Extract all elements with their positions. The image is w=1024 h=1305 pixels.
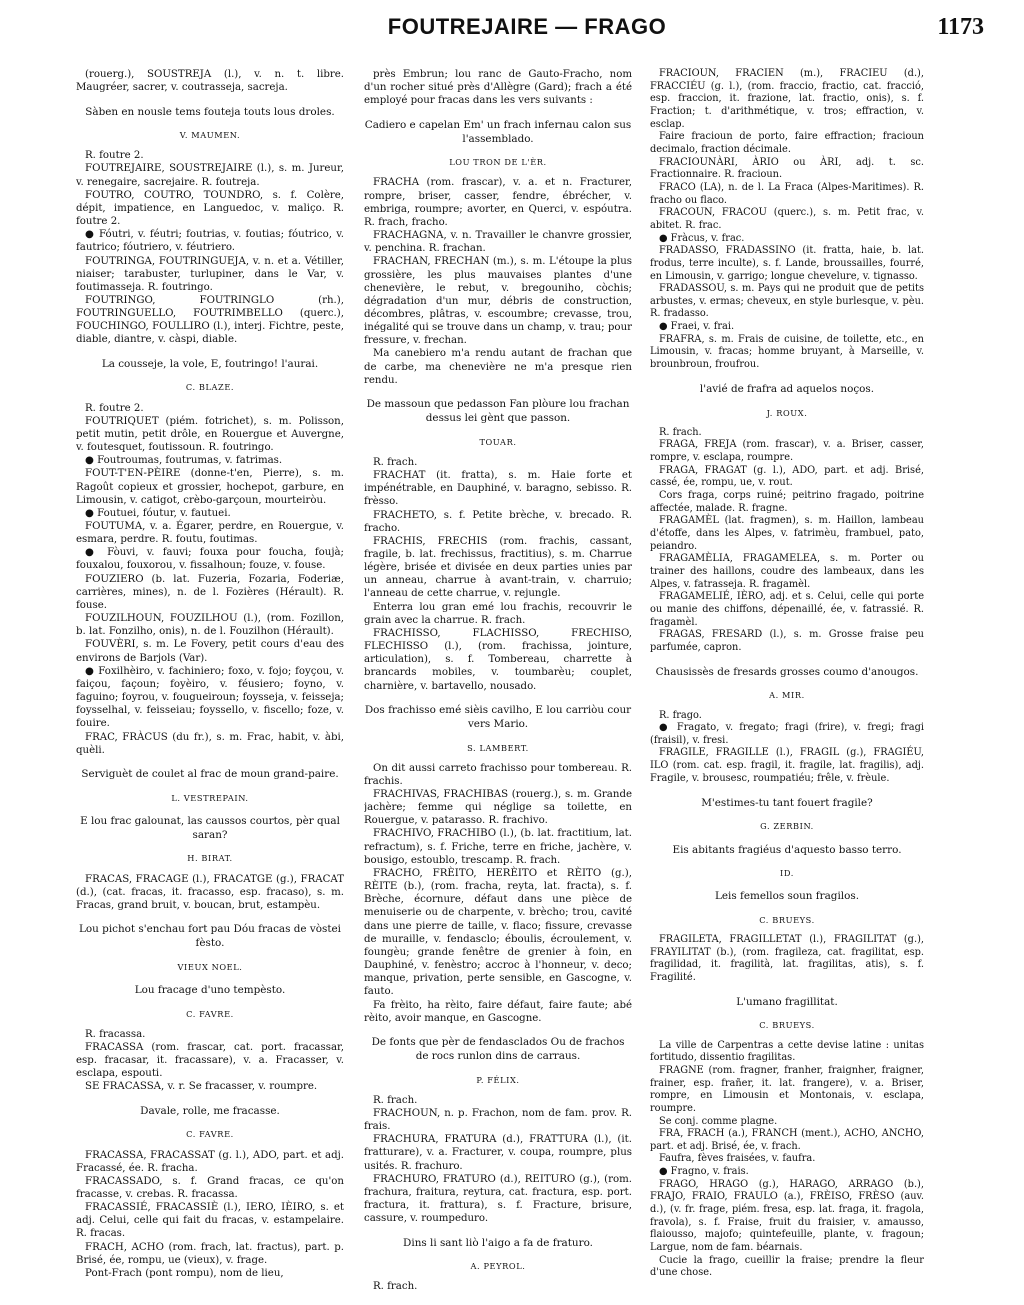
dictionary-entry: R. foutre 2. — [85, 402, 144, 414]
dictionary-entry: Fa frèito, ha rèito, faire défaut, faire faute; abé rèito, avoir manque, en Gascogne. — [364, 999, 632, 1024]
dictionary-entry: FOUTRINGA, FOUTRINGUEJA, v. n. et a. Vétiller, niaiser; tarabuster, turlupiner, dans le Var, v. foutimasseja. R. foutringo. — [76, 255, 344, 293]
dictionary-entry: ● Fóutri, v. féutri; foutrias, v. foutias; fóutrico, v. fautrico; fóutriero, v. féutriero. — [76, 229, 344, 254]
dictionary-entry: FRAGAMÈLIA, FRAGAMELEA, s. m. Porter ou trainer des haillons, coudre des lambeaux, dans les Alpes, v. fatrasseja. R. fragamèl. — [650, 553, 924, 590]
citation-quote: Sàben en nousle tems fouteja touts lous droles. — [85, 105, 335, 118]
citation-quote: Dos frachisso emé sièis cavilho, E lou carriòu cour vers Mario. — [364, 704, 632, 731]
dictionary-entry: FRACHAN, FRECHAN (m.), s. m. L'étoupe la plus grossière, les plus mauvaises plantes d'une chenevière, le rebut, v. bregouniho, còchis; dégradation d'un mur, débris de construction, décombres, plâtras, v. escoumbre; crevasse, trou, inégalité qui se trouve dans un champ, v. trau; pour fressure, v. frechan. — [364, 256, 632, 347]
dictionary-entry: FRAC, FRÀCUS (du fr.), s. m. Frac, habit, v. àbi, quèli. — [76, 731, 344, 756]
citation-quote: E lou frac galounat, las caussos courtos, pèr qual saran? — [80, 814, 340, 841]
dictionary-entry: FRAGA, FREJA (rom. frascar), v. a. Briser, casser, rompre, v. esclapa, roumpre. — [650, 439, 924, 464]
dictionary-entry: FRACHETO, s. f. Petite brèche, v. brecado. R. fracho. — [364, 509, 632, 534]
text-column-left — [76, 68, 344, 1293]
dictionary-entry: FRACHOUN, n. p. Frachon, nom de fam. prov. R. frais. — [364, 1107, 632, 1133]
dictionary-entry: ● Fragno, v. frais. — [659, 1166, 749, 1178]
dictionary-entry: ● Foutroumas, foutrumas, v. fatrimas. — [85, 455, 283, 467]
citation-author: V. MAUMEN. — [179, 130, 241, 141]
dictionary-entry: FRADASSOU, s. m. Pays qui ne produit que de petits arbustes, v. ermas; cheveux, en style burlesque, v. pèu. R. fradasso. — [650, 283, 924, 320]
dictionary-entry: FRAGAMELIÉ, IÈRO, adj. et s. Celui, celle qui porte ou manie des chiffons, dépenaillé, ée, v. fatrassié. R. fragamèl. — [650, 591, 924, 628]
dictionary-entry: FOUTRO, COUTRO, TOUNDRO, s. f. Colère, dépit, impatience, en Languedoc, v. maliço. R. foutre 2. — [76, 189, 344, 228]
text-column-middle — [364, 68, 632, 1293]
dictionary-entry: FRAFRA, s. m. Frais de cuisine, de toilette, etc., en Limousin, v. fracas; homme bruyant, à Marseille, v. brounbroun, froufrou. — [650, 333, 924, 371]
citation-quote: L'umano fragillitat. — [736, 995, 838, 1008]
dictionary-entry: (rouerg.), SOUSTREJA (l.), v. n. t. libre. Maugréer, sacrer, v. coutrasseja, sacreja. — [76, 69, 344, 94]
dictionary-entry: FOUT-T'EN-PÈIRE (donne-t'en, Pierre), s. m. Ragoût copieux et grossier, hochepot, garbure, en Limousin, v. catigot, crèbo-garçoun, mourteiròu. — [76, 468, 344, 506]
dictionary-entry: FRACASSA, FRACASSAT (g. l.), ADO, part. et adj. Fracassé, ée. R. fracha. — [76, 1149, 344, 1174]
dictionary-entry: FRAGILETA, FRAGILLETAT (l.), FRAGILITAT (g.), FRAYILITAT (b.), (rom. fragileza, cat. fragilitat, esp. fragilidad, it. fragilità, lat. fragilitas, atis), s. f. Fragilité. — [650, 933, 924, 983]
citation-quote: La cousseje, la vole, E, foutringo! l'aurai. — [101, 358, 319, 371]
citation-author: C. BRUEYS. — [759, 1020, 815, 1031]
dictionary-entry: FOUTUMA, v. a. Égarer, perdre, en Rouergue, v. esmara, perdre. R. foutu, foutimas. — [76, 521, 344, 546]
dictionary-entry: FRACHAGNA, v. n. Travailler le chanvre grossier, v. penchina. R. frachan. — [364, 230, 632, 255]
citation-author: TOUAR. — [479, 436, 517, 447]
citation-author: A. MIR. — [769, 690, 805, 701]
citation-author: C. FAVRE. — [186, 1129, 234, 1140]
dictionary-entry: R. frach. — [373, 1094, 418, 1106]
dictionary-entry: FRAGAMÈL (lat. fragmen), s. m. Haillon, lambeau d'étoffe, dans les Alpes, v. fatrimèu, frambuel, pato, peiandro. — [650, 515, 924, 552]
dictionary-entry: FRACHIVO, FRACHIBO (l.), (b. lat. fractitium, lat. refractum), s. f. Friche, terre en friche, jachère, v. bousigo, estoublo, trescamp. R. frach. — [364, 828, 632, 866]
citation-author: S. LAMBERT. — [467, 742, 529, 753]
dictionary-entry: FRACASSIÉ, FRACASSIÈ (l.), IERO, IÈIRO, s. et adj. Celui, celle qui fait du fracas, v. estampelaire. R. fracas. — [76, 1202, 344, 1240]
citation-author: ID. — [780, 868, 794, 878]
citation-author: L. VESTREPAIN. — [171, 792, 249, 803]
dictionary-entry: FRAGO, HRAGO (g.), HARAGO, ARRAGO (b.), FRAJO, FRAIO, FRAULO (a.), FRÈISO, FRÈSO (auv. d.), (v. fr. frage, piém. fresa, esp. lat. fraga, it. fragola, fravola), s. f. Fraise, fruit du fraisier, v. amausso, flaiousso, majofo; quintefeuille, plante, v. fragoun; Largue, nom de fam. béarnais. — [650, 1178, 924, 1254]
dictionary-entry: FOUZILHOUN, FOUZILHOU (l.), (rom. Fozillon, b. lat. Fonzilho, onis), n. de l. Fouzilhon (Hérault). — [76, 613, 344, 638]
dictionary-entry: FOUTRINGO, FOUTRINGLO (rh.), FOUTRINGUELLO, FOUTRIMBELLO (querc.), FOUCHINGO, FOULLIRO (l.), interj. Fichtre, peste, diable, diantre, v. càspi, diable. — [76, 295, 344, 346]
citation-author: LOU TRON DE L'ÈR. — [449, 157, 547, 168]
dictionary-entry: Faufra, fèves fraisées, v. faufra. — [659, 1153, 816, 1165]
running-title: FOUTREJAIRE — FRAGO — [387, 14, 667, 39]
dictionary-entry: FRAGA, FRAGAT (g. l.), ADO, part. et adj. Brisé, cassé, ée, rompu, ue, v. rout. — [650, 464, 924, 489]
dictionary-entry: FRAGILE, FRAGILLE (l.), FRAGIL (g.), FRAGIÉU, ILO (rom. cat. esp. fragil, it. fragile, lat. fragilis), adj. Fragile, v. brousesc, roumpatiéu; frêle, v. frèule. — [650, 747, 924, 784]
dictionary-entry: Enterra lou gran emé lou frachis, recouvrir le grain avec la charrue. R. frach. — [364, 601, 632, 626]
dictionary-entry: FRACAS, FRACAGE (l.), FRACATGE (g.), FRACAT (d.), (cat. fracas, it. fracasso, esp. fracaso), s. m. Fracas, grand bruit, v. boucan, brut, estampèu. — [76, 873, 344, 911]
dictionary-entry: FOUVÈRI, s. m. Le Fovery, petit cours d'eau des environs de Barjols (Var). — [76, 639, 344, 664]
dictionary-entry: R. fracassa. — [85, 1028, 146, 1040]
citation-author: C. BLAZE. — [185, 382, 235, 393]
dictionary-entry: R. frach. — [659, 426, 702, 438]
dictionary-entry: FRACH, ACHO (rom. frach, lat. fractus), part. p. Brisé, ée, rompu, ue (vieux), v. frage. — [76, 1241, 344, 1266]
dictionary-entry: R. frach. — [373, 456, 418, 468]
dictionary-entry: Ma canebiero m'a rendu autant de frachan que de carbe, ma chenevière ne m'a presque rien rendu. — [364, 348, 632, 386]
dictionary-entry: La ville de Carpentras a cette devise latine : unitas fortitudo, dissentio fragilitas. — [650, 1039, 924, 1064]
dictionary-entry: FRACHAT (it. fratta), s. m. Haie forte et impénétrable, en Dauphiné, v. baragno, sebisso. R. frèsso. — [364, 470, 632, 508]
citation-author: C. FAVRE. — [186, 1008, 234, 1019]
citation-quote: De massoun que pedasson Fan plòure lou frachan dessus lei gènt que passon. — [366, 398, 630, 425]
citation-author: J. ROUX. — [766, 407, 808, 418]
dictionary-entry: FRAGAS, FRESARD (l.), s. m. Grosse fraise peu parfumée, capron. — [650, 629, 924, 653]
dictionary-entry: FRACOUN, FRACOU (querc.), s. m. Petit frac, v. abitet. R. frac. — [650, 207, 924, 231]
dictionary-entry: FOUTRIQUET (piém. fotrichet), s. m. Polisson, petit mutin, petit drôle, en Rouergue et Auvergne, v. foutesquet, foutissoun. R. foutringo. — [76, 415, 344, 454]
dictionary-entry: R. foutre 2. — [85, 150, 144, 162]
dictionary-entry: FOUZIERO (b. lat. Fuzeria, Fozaria, Foderiæ, carrières, mines), n. de l. Fozières (Hérault). R. fouse. — [76, 573, 344, 611]
citation-quote: Leis femellos soun fragilos. — [714, 890, 859, 903]
dictionary-entry: ● Fraei, v. frai. — [659, 321, 735, 333]
dictionary-entry: Cors fraga, corps ruiné; peitrino fragado, poitrine affectée, malade. R. fragne. — [650, 490, 924, 514]
citation-author: P. FÉLIX. — [476, 1074, 520, 1085]
citation-quote: Cadiero e capelan Em' un frach infernau calon sus l'assemblado. — [364, 118, 632, 145]
citation-quote: l'avié de frafra ad aquelos noços. — [699, 383, 875, 396]
citation-quote: Lou fracage d'uno tempèsto. — [134, 984, 286, 997]
dictionary-entry: ● Foxilhèiro, v. fachiniero; foxo, v. fojo; foyçou, v. faiçou, façoun; foyèiro, v. féusiero; foyno, v. faguino; foyrou, v. fougueiroun; foysseja, v. feisseja; foysselhal, v. feisseiau; foyssello, v. fiscello; foze, v. fouire. — [76, 665, 344, 730]
dictionary-entry: FRACHIS, FRECHIS (rom. frachis, cassant, fragile, b. lat. frechissus, fractitius), s. m. Charrue légère, brisée et divisée en deux parties unies par un anneau, charrue à avant-train, v. charruio; l'anneau de cette charrue, v. rejungle. — [364, 535, 632, 600]
page-header — [70, 10, 984, 52]
citation-quote: Lou pichot s'enchau fort pau Dóu fracas de vòstei fèsto. — [79, 923, 341, 950]
citation-author: H. BIRAT. — [187, 853, 233, 864]
citation-quote: M'estimes-tu tant fouert fragile? — [701, 796, 873, 809]
dictionary-entry: FRADASSO, FRADASSINO (it. fratta, haie, b. lat. frodus, terre inculte), s. f. Lande, broussailles, fourré, en Limousin, v. garrigo; longue chevelure, v. tignasso. — [650, 245, 924, 282]
dictionary-entry: Cucie la frago, cueillir la fraise; prendre la fleur d'une chose. — [650, 1254, 924, 1279]
text-column-right — [650, 68, 924, 1293]
dictionary-entry: FRA, FRACH (a.), FRANCH (ment.), ACHO, ANCHO, part. et adj. Brisé, ée, v. frach. — [650, 1128, 924, 1152]
dictionary-entry: FRACHISSO, FLACHISSO, FRECHISO, FLECHISSO (l.), (rom. frachissa, jointure, articulation), s. f. Tombereau, charrette à brancards mobiles, v. toumbarèu; couplet, charnière, v. bartavello, nousado. — [364, 627, 632, 692]
dictionary-entry: Faire fracioun de porto, faire effraction; fracioun decimalo, fraction décimale. — [650, 131, 924, 155]
citation-quote: Serviguèt de coulet al frac de moun grand-paire. — [81, 768, 339, 781]
dictionary-entry: FRACHIVAS, FRACHIBAS (rouerg.), s. m. Grande jachère; femme qui néglige sa toilette, en Rouergue, v. patarasso. R. frachivo. — [364, 789, 632, 827]
page-number: 1173 — [937, 14, 984, 40]
dictionary-entry: ● Foutuei, fóutur, v. fautuei. — [85, 507, 231, 519]
citation-quote: Dins li sant liò l'aigo a fa de fraturo. — [403, 1236, 593, 1249]
citation-quote: Davale, rolle, me fracasse. — [140, 1104, 280, 1117]
dictionary-entry: près Embrun; lou ranc de Gauto-Fracho, nom d'un rocher situé près d'Allègre (Gard); frach a été employé pour fracas dans les vers suivants : — [364, 69, 632, 107]
dictionary-entry: Se conj. comme plagne. — [659, 1115, 778, 1127]
dictionary-entry: FOUTREJAIRE, SOUSTREJAIRE (l.), s. m. Jureur, v. renegaire, sacrejaire. R. foutreja. — [76, 163, 344, 188]
dictionary-entry: FRACHO, FRÈITO, HERÈITO et RÈITO (g.), RÈITE (b.), (rom. fracha, reyta, lat. fracta), s. f. Brèche, écornure, défaut dans une pièce de menuiserie ou de charpente, v. brècho; trou, cavité dans une pierre de taille, v. flaco; fissure, crevasse de muraille, v. fendasclo; éboulis, écroulement, v. foungèu; grande fenêtre de grenier à foin, en Dauphiné, v. fenèstro; accroc à l'honneur, v. deco; manque, privation, perte sensible, en Gascogne, v. fauto. — [364, 867, 632, 998]
citation-author: C. BRUEYS. — [759, 914, 815, 925]
citation-quote: De fonts que pèr de fendasclados Ou de frachos de rocs runlon dins de carraus. — [371, 1036, 625, 1063]
dictionary-entry: FRACHA (rom. frascar), v. a. et n. Fracturer, rompre, briser, casser, fendre, ébrécher, v. embriga, roumpre; avorter, en Querci, v. espóutra. R. frach, fracho. — [364, 177, 632, 228]
dictionary-entry: On dit aussi carreto frachisso pour tombereau. R. frachis. — [364, 762, 632, 787]
dictionary-entry: ● Fòuvi, v. fauvi; fouxa pour foucha, foujà; fouxalou, fouxorou, v. fissalhoun; fouze, v. fouse. — [76, 547, 344, 572]
citation-author: VIEUX NOEL. — [177, 961, 243, 972]
dictionary-entry: ● Fragato, v. fregato; fragi (frire), v. fregi; fragi (fraisil), v. fresi. — [650, 722, 924, 746]
citation-quote: Chausissès de fresards grosses coumo d'anougos. — [655, 665, 919, 678]
dictionary-entry: ● Fràcus, v. frac. — [659, 232, 745, 244]
dictionary-entry: FRAGNE (rom. fragner, franher, fraignher, fraigner, frainer, esp. frañer, it. lat. frangere), v. a. Briser, rompre, en Limousin et Montonais, v. esclapa, roumpre. — [650, 1064, 924, 1114]
dictionary-entry: Pont-Frach (pont rompu), nom de lieu, — [85, 1267, 284, 1279]
dictionary-entry: FRACIOUN, FRACIEN (m.), FRACIÉU (d.), FRACCIÉU (g. l.), (rom. fraccio, fractio, cat. fracció, esp. fraccion, it. frazione, lat. fractio, onis), s. f. Fraction; t. d'arithmétique, v. tros; effraction, v. esclap. — [650, 68, 924, 130]
dictionary-entry: R. frach. — [373, 1281, 418, 1293]
dictionary-entry: FRACIOUNÀRI, ÀRIO ou ÀRI, adj. t. sc. Fractionnaire. R. fracioun. — [650, 156, 924, 181]
dictionary-entry: FRACHURO, FRATURO (d.), REITURO (g.), (rom. frachura, fraitura, reytura, cat. fractura, esp. port. fractura, it. frattura), s. f. Fracture, brisure, cassure, v. roumpeduro. — [364, 1173, 632, 1225]
dictionary-entry: FRACO (LA), n. de l. La Fraca (Alpes-Maritimes). R. fracho ou flaco. — [650, 181, 924, 206]
citation-author: G. ZERBIN. — [760, 821, 814, 832]
dictionary-entry: FRACHURA, FRATURA (d.), FRATTURA (l.), (it. fratturare), v. a. Fracturer, v. coupa, roumpre, plus usités. R. frachuro. — [364, 1134, 632, 1172]
dictionary-entry: SE FRACASSA, v. r. Se fracasser, v. roumpre. — [85, 1081, 318, 1093]
dictionary-entry: FRACASSA (rom. frascar, cat. port. fracassar, esp. fracasar, it. fracassare), v. a. Fracasser, v. esclapa, espouti. — [76, 1041, 344, 1080]
citation-author: A. PEYROL. — [470, 1261, 526, 1272]
citation-quote: Eis abitants fragiéus d'aquesto basso terro. — [672, 843, 902, 856]
dictionary-entry: FRACASSADO, s. f. Grand fracas, ce qu'on fracasse, v. crebas. R. fracassa. — [76, 1175, 344, 1200]
dictionary-entry: R. frago. — [659, 709, 702, 721]
